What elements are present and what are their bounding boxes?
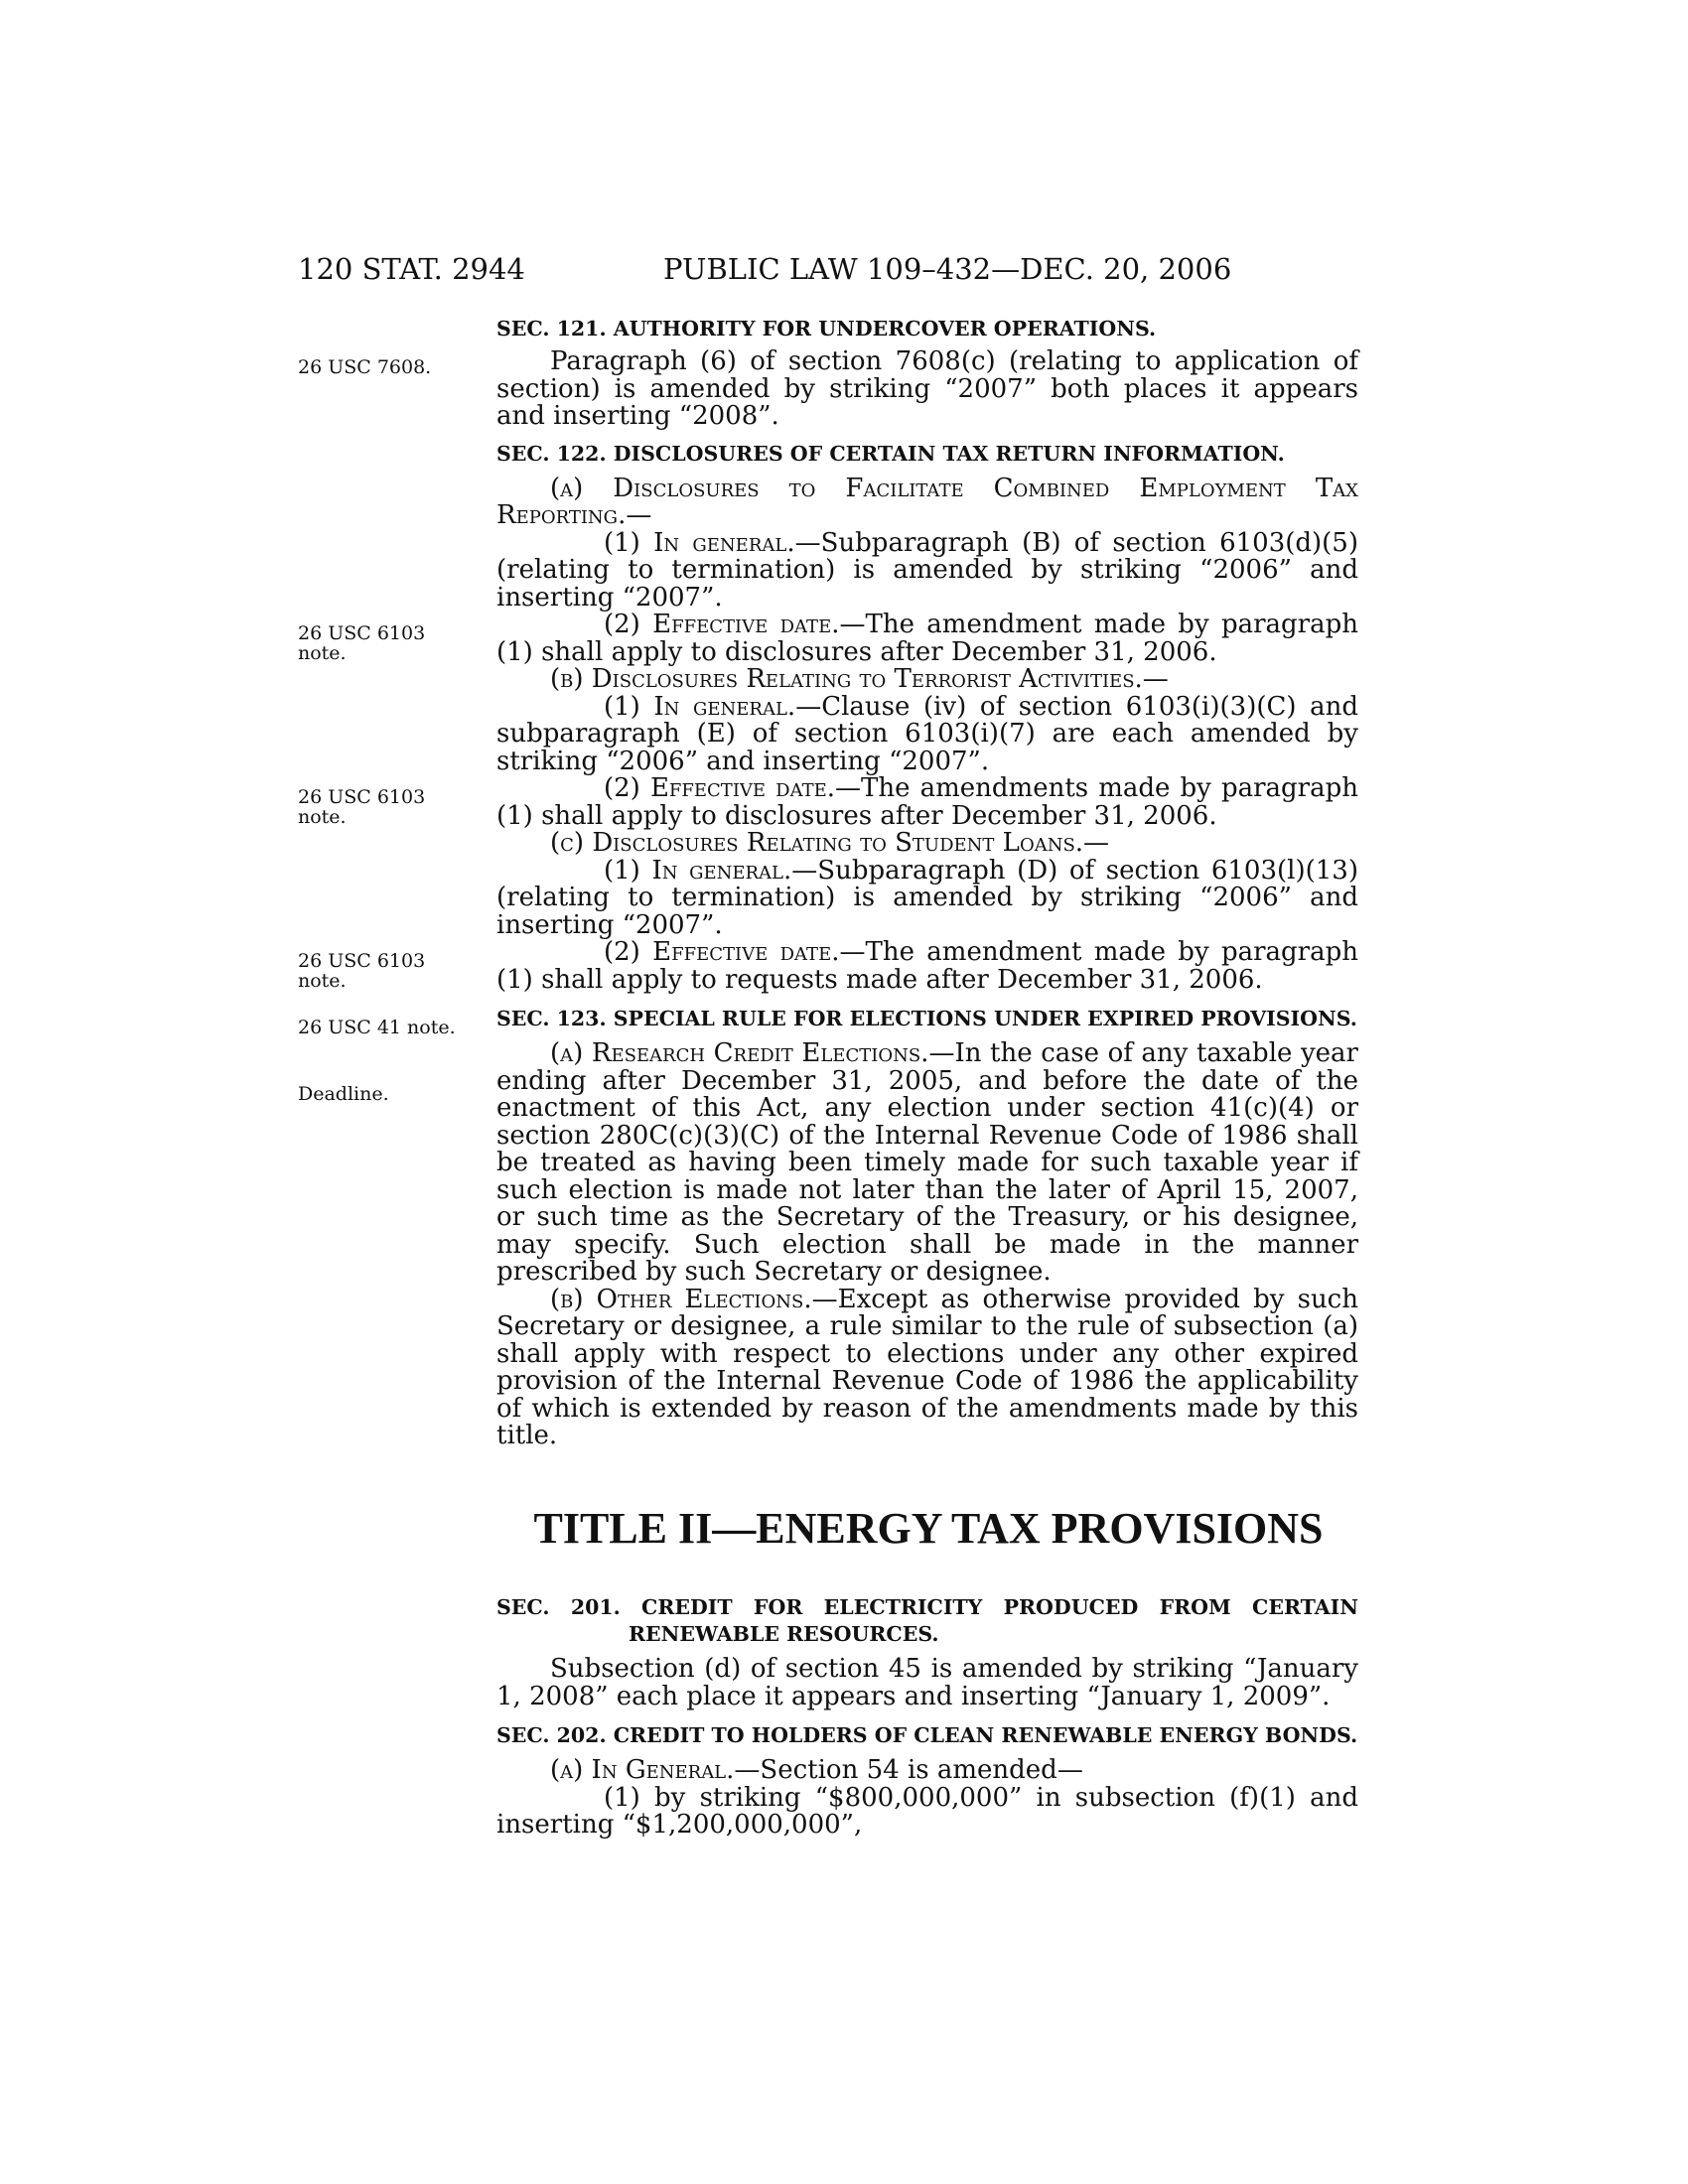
- sec202-a-text: —Section 54 is amended—: [734, 1755, 1083, 1785]
- sec122-c1-text: —Subparagraph (D) of section 6103(l)(13) (relating to termination) is amended by striking “2006” and inserting “2007”.: [496, 855, 1358, 940]
- margin-note-line: note.: [298, 642, 347, 664]
- margin-note-deadline: Deadline.: [298, 1083, 389, 1105]
- sec122-c2: [496, 939, 1358, 994]
- sec202-a: [496, 1757, 1358, 1785]
- margin-note-line: 26 USC 6103: [298, 622, 426, 644]
- sec122-c2-lead: (2) Effective date.: [604, 937, 840, 967]
- body-text-part1: [496, 316, 1358, 1450]
- sec123-a-lead: (a) Research Credit Elections.: [550, 1038, 929, 1068]
- sec122-heading: SEC. 122. DISCLOSURES OF CERTAIN TAX RETURN INFORMATION.: [496, 441, 1285, 466]
- sec202-a-lead: (a) In General.: [550, 1755, 735, 1785]
- sec122-subsection-c-heading: (c) Disclosures Relating to Student Loans.—: [550, 828, 1110, 858]
- sec122-c1: [496, 855, 1358, 940]
- sec122-subsection-a-heading: (a) Disclosures to Facilitate Combined Employment Tax Reporting.—: [496, 473, 1358, 530]
- sec123-a: [496, 1040, 1358, 1287]
- sec121-text: Paragraph (6) of section 7608(c) (relating to application of section) is amended by striking “2007” both places it appears and inserting “2008”.: [496, 346, 1358, 431]
- margin-note-line: 26 USC 6103: [298, 786, 426, 808]
- sec202-heading: SEC. 202. CREDIT TO HOLDERS OF CLEAN RENEWABLE ENERGY BONDS.: [496, 1723, 1358, 1747]
- sec123-b-lead: (b) Other Elections.: [550, 1284, 812, 1314]
- sec122-a2-lead: (2) Effective date.: [604, 610, 840, 639]
- sec122-subsection-b-heading: (b) Disclosures Relating to Terrorist Activities.—: [550, 664, 1169, 694]
- margin-note-line: note.: [298, 970, 347, 992]
- sec122-b1-text: —Clause (iv) of section 6103(i)(3)(C) and subparagraph (E) of section 6103(i)(7) are each amended by striking “2006” and inserting “2007”.: [496, 691, 1358, 776]
- sec123-b: [496, 1284, 1358, 1450]
- sec122-a1-lead: (1) In general.: [604, 527, 795, 558]
- page-reference: 120 STAT. 2944: [298, 252, 525, 286]
- sec123-heading: SEC. 123. SPECIAL RULE FOR ELECTIONS UNDER EXPIRED PROVISIONS.: [496, 1007, 1357, 1030]
- sec122-a1-text: —Subparagraph (B) of section 6103(d)(5) (relating to termination) is amended by striking “2006” and inserting “2007”.: [496, 527, 1358, 613]
- sec201-heading: SEC. 201. CREDIT FOR ELECTRICITY PRODUCED FROM CERTAIN RENEWABLE RESOURCES.: [496, 1595, 1358, 1646]
- sec122-b1: [496, 691, 1358, 776]
- title-heading: TITLE II—ENERGY TAX PROVISIONS: [533, 1504, 1324, 1553]
- margin-note-6103-a: [298, 623, 477, 663]
- margin-note-7608: 26 USC 7608.: [298, 356, 432, 378]
- margin-note-41: 26 USC 41 note.: [298, 1017, 456, 1038]
- sec123-a-text: —In the case of any taxable year ending after December 31, 2005, and before the date of the enactment of this Act, any election under section 41(c)(4) or section 280C(c)(3)(C) of the Internal Revenue Code of 1986 shall be treated as having been timely made for such taxable year if such election is made not later than the later of April 15, 2007, or such time as the Secretary of the Treasury, or his designee, may specify. Such election shall be made in the manner prescribed by such Secretary or designee.: [496, 1038, 1358, 1287]
- margin-note-6103-c: [298, 951, 477, 991]
- sec201-text: Subsection (d) of section 45 is amended by striking “January 1, 2008” each place it appears and inserting “January 1, 2009”.: [496, 1654, 1358, 1711]
- margin-note-line: note.: [298, 806, 347, 828]
- sec123-b-text: —Except as otherwise provided by such Secretary or designee, a rule similar to the rule of subsection (a) shall apply with respect to elections under any other expired provision of the Internal Revenue Code of 1986 the applicability of which is extended by reason of the amendments made by this title.: [496, 1284, 1358, 1450]
- sec122-a2-text: —The amendment made by paragraph (1) shall apply to disclosures after December 31, 2006.: [496, 610, 1358, 667]
- sec202-a1: (1) by striking “$800,000,000” in subsection (f)(1) and inserting “$1,200,000,000”,: [496, 1782, 1358, 1840]
- sec122-a1: [496, 527, 1358, 613]
- sec121-heading: SEC. 121. AUTHORITY FOR UNDERCOVER OPERATIONS.: [496, 317, 1157, 341]
- running-head: PUBLIC LAW 109–432—DEC. 20, 2006: [663, 252, 1232, 286]
- sec122-c1-lead: (1) In general.: [604, 855, 792, 886]
- sec122-a2: [496, 612, 1358, 666]
- sec122-b2-text: —The amendments made by paragraph (1) shall apply to disclosures after December 31, 2006.: [496, 773, 1358, 831]
- sec122-b1-lead: (1) In general.: [604, 691, 796, 722]
- margin-note-6103-b: [298, 787, 477, 827]
- sec122-b2: [496, 775, 1358, 830]
- sec122-b2-lead: (2) Effective date.: [604, 773, 836, 803]
- sec122-c2-text: —The amendment made by paragraph (1) shall apply to requests made after December 31, 2006.: [496, 937, 1358, 995]
- body-text-part2: [496, 1594, 1358, 1840]
- margin-note-line: 26 USC 6103: [298, 950, 426, 972]
